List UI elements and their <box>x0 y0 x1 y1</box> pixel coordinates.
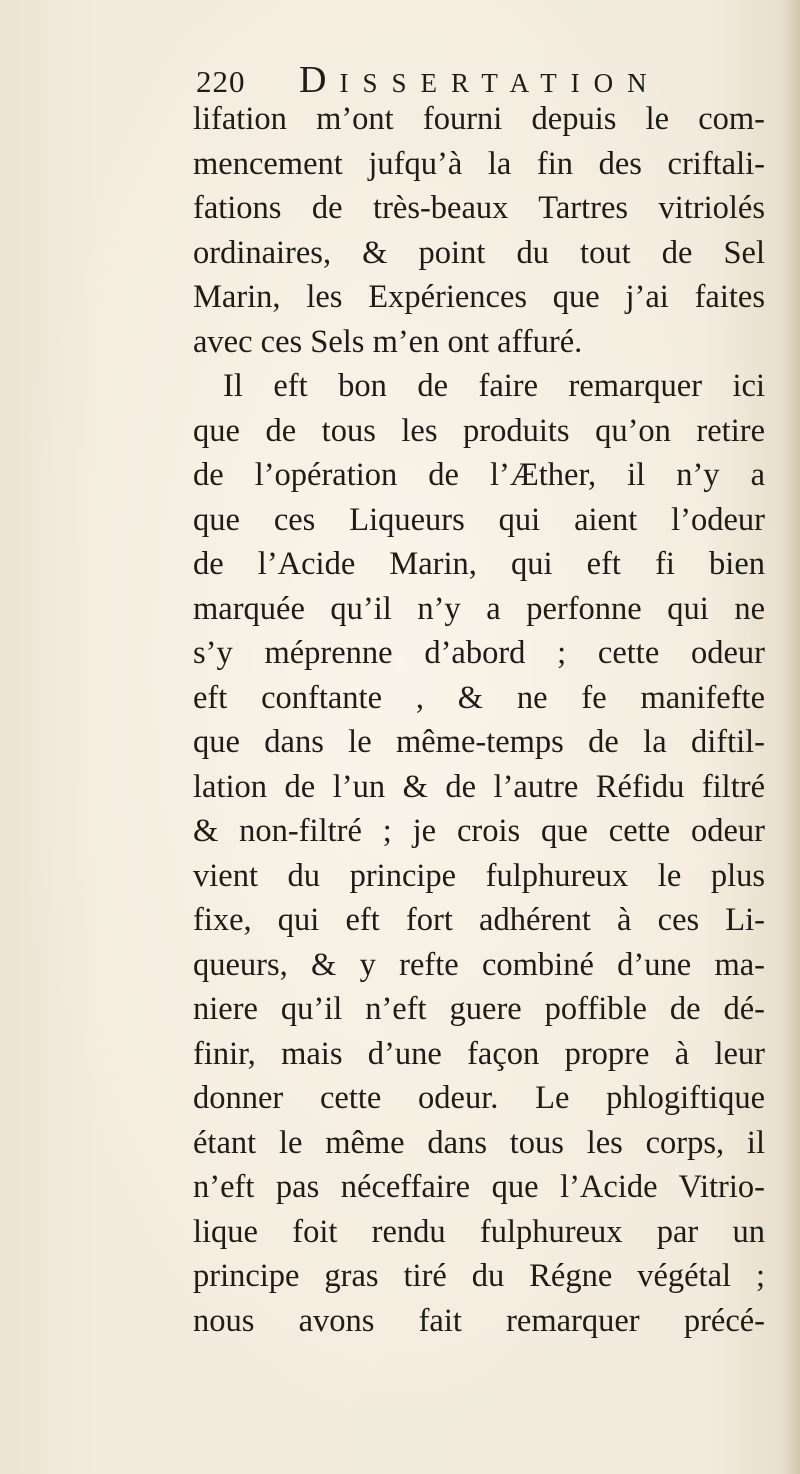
text-line: marquée qu’il n’y a perfonne qui ne <box>193 590 765 627</box>
text-line: Marin, les Expériences que j’ai faites <box>193 279 765 315</box>
page-number: 220 <box>196 64 246 99</box>
running-title-initial: D <box>299 59 340 101</box>
text-line: queurs, & y refte combiné d’une ma- <box>193 946 765 983</box>
text-line: nous avons fait remarquer précé- <box>193 1302 765 1339</box>
text-line: mencement jufqu’à la fin des criftali- <box>193 145 765 182</box>
text-line: s’y méprenne d’abord ; cette odeur <box>193 635 765 671</box>
running-title-rest: ISSERTATION <box>339 68 661 98</box>
text-line: lation de l’un & de l’autre Réfidu filtré <box>193 768 765 805</box>
running-head <box>196 58 716 102</box>
running-title <box>299 58 661 102</box>
text-line-paragraph-start: Il eft bon de faire remarquer ici <box>223 368 765 404</box>
text-line: avec ces Sels m’en ont affuré. <box>193 323 583 360</box>
text-line: de l’Acide Marin, qui eft fi bien <box>193 546 765 582</box>
text-line: de l’opération de l’Æther, il n’y a <box>193 457 765 493</box>
text-line: que ces Liqueurs qui aient l’odeur <box>193 501 765 538</box>
text-line: lique foit rendu fulphureux par un <box>193 1213 765 1250</box>
text-line: étant le même dans tous les corps, il <box>193 1124 765 1161</box>
text-line: finir, mais d’une façon propre à leur <box>193 1035 765 1072</box>
text-line: que de tous les produits qu’on retire <box>193 412 765 449</box>
text-line: n’eft pas néceffaire que l’Acide Vitrio- <box>193 1169 765 1205</box>
text-line: que dans le même-temps de la diftil- <box>193 724 765 760</box>
text-line: lifation m’ont fourni depuis le com- <box>193 101 765 137</box>
text-line: vient du principe fulphureux le plus <box>193 857 765 894</box>
body-text <box>193 97 765 1343</box>
text-line: donner cette odeur. Le phlogiftique <box>193 1080 765 1116</box>
text-line: eft conftante , & ne fe manifefte <box>193 679 765 716</box>
text-line: niere qu’il n’eft guere poffible de dé- <box>193 991 765 1027</box>
text-line: & non-filtré ; je crois que cette odeur <box>193 813 765 849</box>
text-line: principe gras tiré du Régne végétal ; <box>193 1258 765 1294</box>
text-line: ordinaires, & point du tout de Sel <box>193 234 765 271</box>
text-line: fations de très-beaux Tartres vitriolés <box>193 190 765 226</box>
text-line: fixe, qui eft fort adhérent à ces Li- <box>193 902 765 938</box>
page-edge-shadow <box>782 0 800 1474</box>
